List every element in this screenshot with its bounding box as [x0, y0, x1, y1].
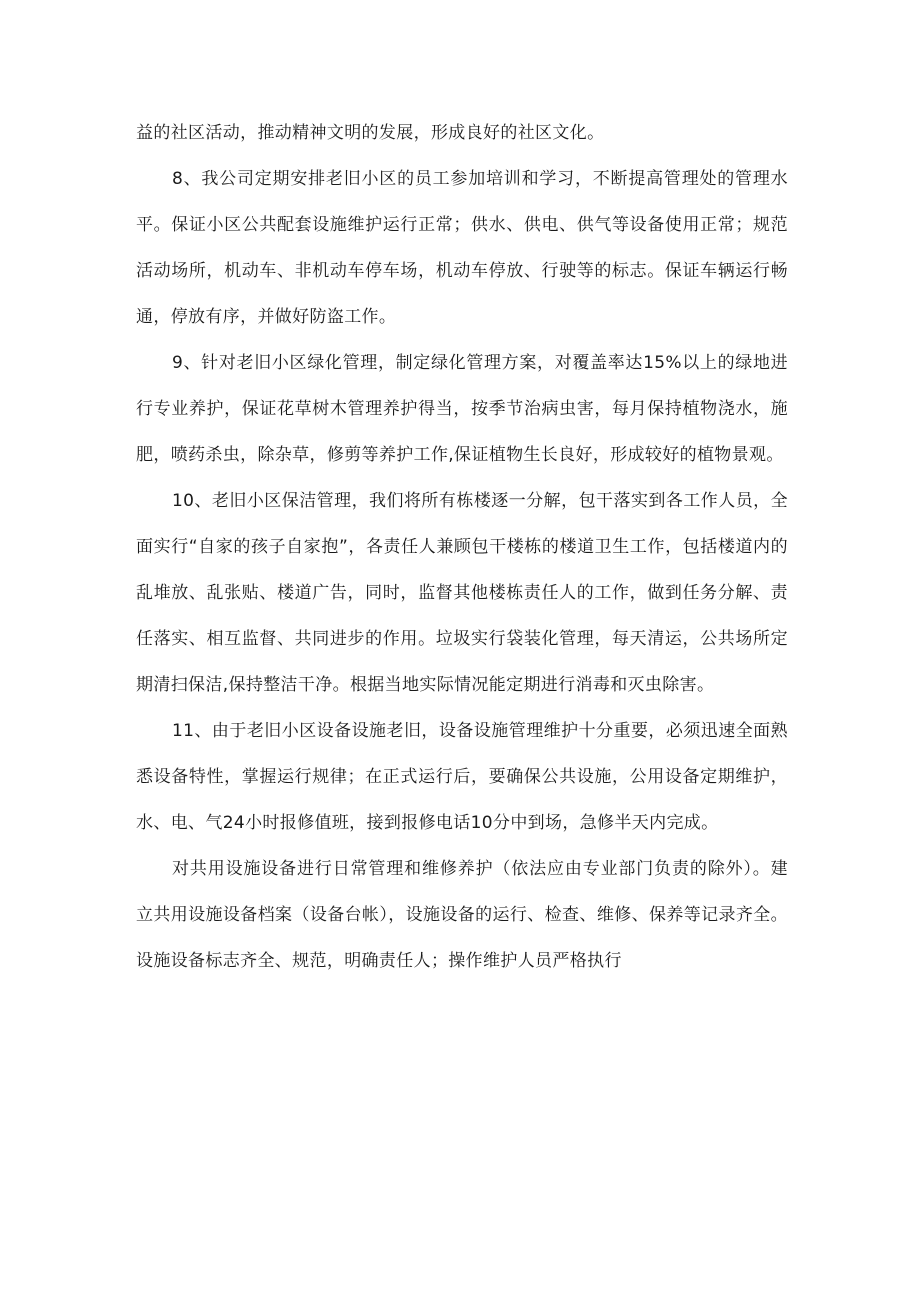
paragraph-continuation: 益的社区活动，推动精神文明的发展，形成良好的社区文化。 — [136, 123, 605, 143]
paragraph-item-10: 10、老旧小区保洁管理，我们将所有栋楼逐一分解，包干落实到各工作人员，全面实行“自家的孩子自家抱”，各责任人兼顾包干楼栋的楼道卫生工作，包括楼道内的乱堆放、乱张贴、楼道广告，同时，监督其他楼栋责任人的工作，做到任务分解、责任落实、相互监督、共同进步的作用。垃圾实行袋装化管理，每天清运，公共场所定期清扫保洁,保持整洁干净。根据当地实际情况能定期进行消毒和灭虫除害。 — [136, 491, 788, 695]
paragraph-item-11: 11、由于老旧小区设备设施老旧，设备设施管理维护十分重要，必须迅速全面熟悉设备特性，掌握运行规律；在正式运行后，要确保公共设施，公用设备定期维护，水、电、气24小时报修值班，接到报修电话10分中到场，急修半天内完成。 — [136, 721, 788, 833]
paragraph-item-8: 8、我公司定期安排老旧小区的员工参加培训和学习，不断提高管理处的管理水平。保证小区公共配套设施维护运行正常；供水、供电、供气等设备使用正常；规范活动场所，机动车、非机动车停车场，机动车停放、行驶等的标志。保证车辆运行畅通，停放有序，并做好防盗工作。 — [136, 169, 788, 327]
paragraph-item-9: 9、针对老旧小区绿化管理，制定绿化管理方案，对覆盖率达15%以上的绿地进行专业养护，保证花草树木管理养护得当，按季节治病虫害，每月保持植物浇水，施肥，喷药杀虫，除杂草，修剪等养护工作,保证植物生长良好，形成较好的植物景观。 — [136, 353, 788, 465]
paragraph-shared-facilities: 对共用设施设备进行日常管理和维修养护（依法应由专业部门负责的除外）。建立共用设施设备档案（设备台帐），设施设备的运行、检查、维修、保养等记录齐全。设施设备标志齐全、规范，明确责任人；操作维护人员严格执行 — [136, 859, 788, 971]
